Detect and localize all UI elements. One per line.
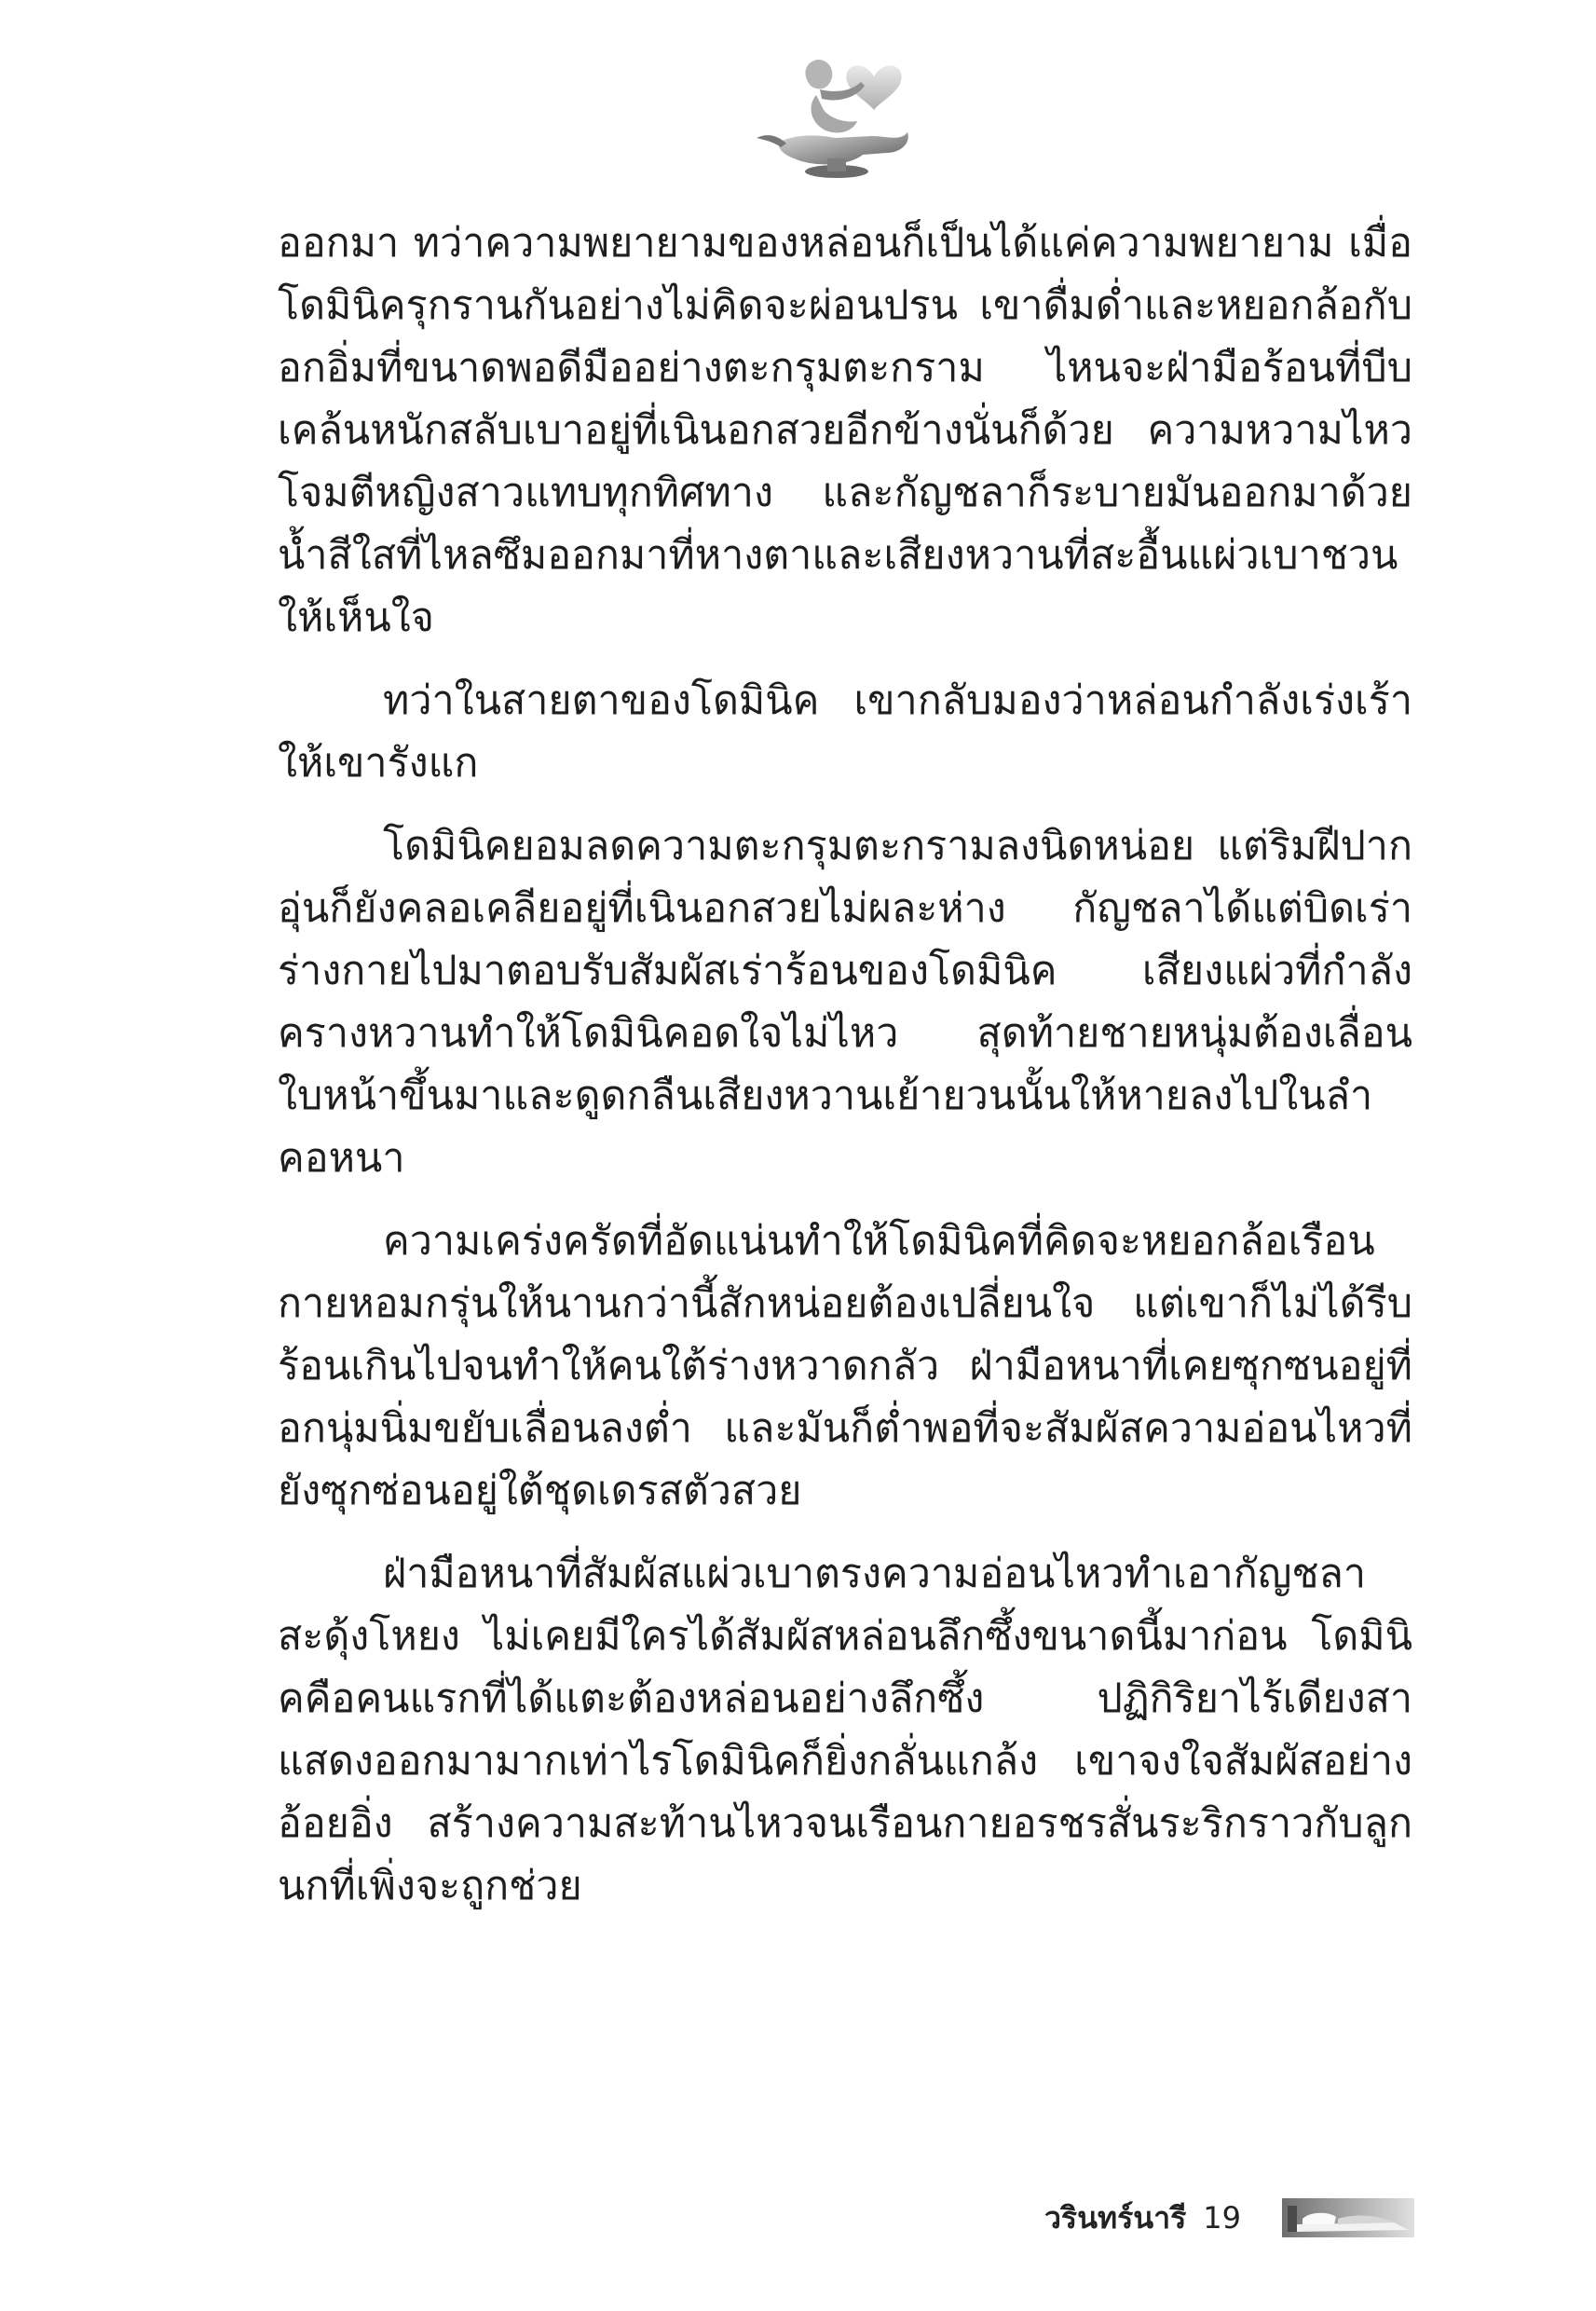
page-number: 19	[1203, 2200, 1241, 2236]
page-footer	[1044, 2190, 1414, 2246]
paragraph-5: ฝ่ามือหนาที่สัมผัสแผ่วเบาตรงความอ่อนไหวทำเอากัญชลาสะดุ้งโหยง ไม่เคยมีใครได้สัมผัสหล่อนลึกซึ้งขนาดนี้มาก่อน โดมินิคคือคนแรกที่ได้แตะต้องหล่อนอย่างลึกซึ้ง ปฏิกิริยาไร้เดียงสาแสดงออกมามากเท่าไรโดมินิคก็ยิ่งกลั่นแกล้ง เขาจงใจสัมผัสอย่างอ้อยอิ่ง สร้างความสะท้านไหวจนเรือนกายอรชรสั่นระริกราวกับลูกนกที่เพิ่งจะถูกช่วย	[278, 1551, 1412, 1909]
paragraph-4: ความเคร่งครัดที่อัดแน่นทำให้โดมินิคที่คิดจะหยอกล้อเรือนกายหอมกรุ่นให้นานกว่านี้สักหน่อยต้องเปลี่ยนใจ แต่เขาก็ไม่ได้รีบร้อนเกินไปจนทำให้คนใต้ร่างหวาดกลัว ฝ่ามือหนาที่เคยซุกซนอยู่ที่อกนุ่มนิ่มขยับเลื่อนลงต่ำ และมันก็ต่ำพอที่จะสัมผัสความอ่อนไหวที่ยังซุกซ่อนอยู่ใต้ชุดเดรสตัวสวย	[278, 1218, 1412, 1514]
body-text	[278, 212, 1412, 1938]
paragraph-1: ออกมา ทว่าความพยายามของหล่อนก็เป็นได้แค่ความพยายาม เมื่อโดมินิครุกรานกันอย่างไม่คิดจะผ่อนปรน เขาดื่มด่ำและหยอกล้อกับอกอิ่มที่ขนาดพอดีมืออย่างตะกรุมตะกราม ไหนจะฝ่ามือร้อนที่บีบเคล้นหนักสลับเบาอยู่ที่เนินอกสวยอีกข้างนั่นก็ด้วย ความหวามไหวโจมตีหญิงสาวแทบทุกทิศทาง และกัญชลาก็ระบายมันออกมาด้วยน้ำสีใสที่ไหลซึมออกมาที่หางตาและเสียงหวานที่สะอื้นแผ่วเบาชวนให้เห็นใจ	[278, 220, 1412, 641]
bed-icon	[1282, 2198, 1414, 2237]
cupid-genie-lamp-icon	[751, 48, 919, 188]
paragraph-3: โดมินิคยอมลดความตะกรุมตะกรามลงนิดหน่อย แต่ริมฝีปากอุ่นก็ยังคลอเคลียอยู่ที่เนินอกสวยไม่ผละห่าง กัญชลาได้แต่บิดเร่าร่างกายไปมาตอบรับสัมผัสเร่าร้อนของโดมินิค เสียงแผ่วที่กำลังครางหวานทำให้โดมินิคอดใจไม่ไหว สุดท้ายชายหนุ่มต้องเลื่อนใบหน้าขึ้นมาและดูดกลืนเสียงหวานเย้ายวนนั้นให้หายลงไปในลำคอหนา	[278, 823, 1412, 1182]
paragraph-2: ทว่าในสายตาของโดมินิค เขากลับมองว่าหล่อนกำลังเร่งเร้าให้เขารังแก	[278, 677, 1412, 786]
book-title: วรินทร์นารี	[1044, 2199, 1187, 2236]
